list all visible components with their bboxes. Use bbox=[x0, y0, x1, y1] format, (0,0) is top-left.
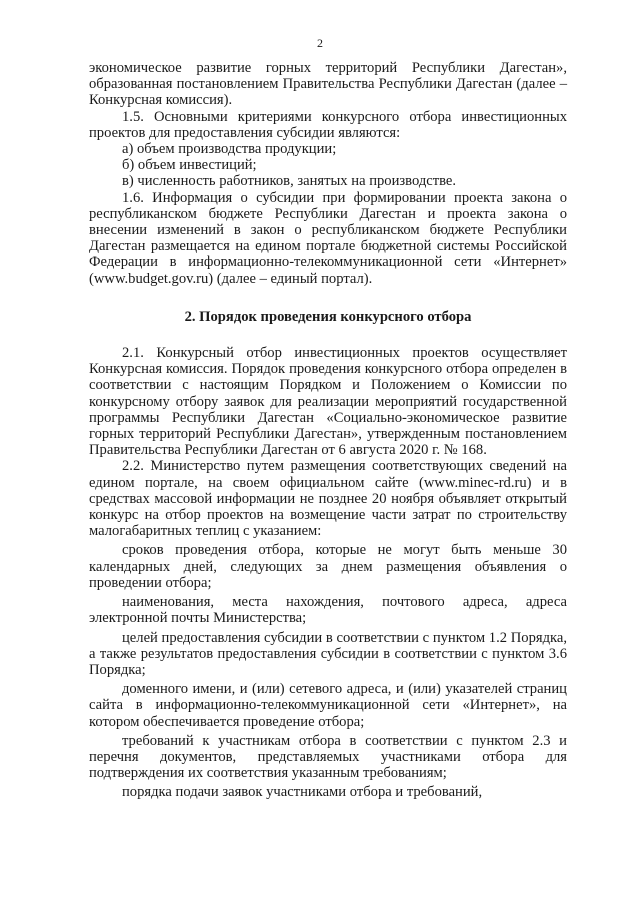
paragraph-continuation: экономическое развитие горных территорий Республики Дагестан», образованная постановлением Правительства Республики Дагестан (далее – Конкурсная комиссия). bbox=[89, 60, 567, 109]
criteria-item-b: б) объем инвестиций; bbox=[122, 157, 257, 174]
document-body bbox=[89, 60, 567, 801]
page-number: 2 bbox=[317, 36, 323, 50]
paragraph-1-5: 1.5. Основными критериями конкурсного отбора инвестиционных проектов для предоставления субсидии являются: bbox=[89, 108, 567, 141]
criteria-item-a: а) объем производства продукции; bbox=[122, 141, 337, 158]
announcement-item-domain: доменного имени, и (или) сетевого адреса, и (или) указателей страниц сайта в информационно-телекоммуникационной сети «Интернет», на котором обеспечивается проведение отбора; bbox=[89, 681, 567, 730]
paragraph-2-2: 2.2. Министерство путем размещения соответствующих сведений на едином портале, на своем официальном сайте (www.minec-rd.ru) и в средствах массовой информации не позднее 20 ноября объявляет открытый конкурс на отбор проектов на возмещение части затрат по строительству малогабаритных теплиц с указанием: bbox=[89, 458, 567, 540]
paragraph-1-6: 1.6. Информация о субсидии при формировании проекта закона о республиканском бюджете Республики Дагестан и проекта закона о внесении изменений в закон о республиканском бюджете Республики Дагестан размещается на едином портале бюджетной системы Российской Федерации в информационно-телекоммуникационной сети «Интернет» (www.budget.gov.ru) (далее – единый портал). bbox=[89, 189, 567, 287]
announcement-item-contacts: наименования, места нахождения, почтового адреса, адреса электронной почты Министерства; bbox=[89, 594, 567, 627]
criteria-item-c: в) численность работников, занятых на производстве. bbox=[122, 173, 457, 190]
announcement-item-requirements: требований к участникам отбора в соответствии с пунктом 2.3 и перечня документов, представляемых участниками отбора для подтверждения их соответствия указанным требованиям; bbox=[89, 732, 567, 782]
section-2-heading: 2. Порядок проведения конкурсного отбора bbox=[184, 308, 472, 325]
paragraph-2-1: 2.1. Конкурсный отбор инвестиционных проектов осуществляет Конкурсная комиссия. Порядок проведения конкурсного отбора определен в соответствии с настоящим Порядком и Положением о Комиссии по конкурсному отбору заявок для реализации мероприятий государственной программы Республики Дагестан «Социально-экономическое развитие горных территорий Республики Дагестан», утвержденным постановлением Правительства Республики Дагестан от 6 августа 2020 г. № 168. bbox=[89, 345, 567, 459]
announcement-item-deadlines: сроков проведения отбора, которые не могут быть меньше 30 календарных дней, следующих за днем размещения объявления о проведении отбора; bbox=[89, 542, 567, 591]
announcement-item-goals: целей предоставления субсидии в соответствии с пунктом 1.2 Порядка, а также результатов предоставления субсидии в соответствии с пунктом 3.6 Порядка; bbox=[89, 629, 567, 678]
announcement-item-submission: порядка подачи заявок участниками отбора и требований, bbox=[122, 784, 483, 801]
